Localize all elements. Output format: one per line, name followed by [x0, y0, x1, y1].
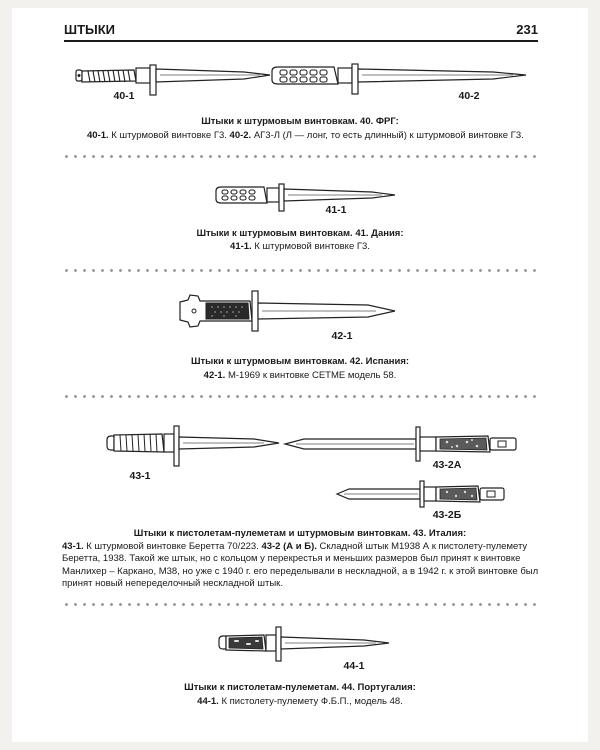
- item-id: 40-2.: [229, 130, 252, 141]
- item-id: 44-1.: [197, 696, 219, 707]
- item-id: 41-1.: [230, 241, 252, 252]
- caption: [12, 696, 588, 707]
- figure-label: 43-2А: [432, 459, 462, 471]
- figure-label: 41-1: [325, 204, 347, 216]
- section-divider: [62, 602, 542, 607]
- item-text: М-1969 к винтовке CETME модель 58.: [225, 370, 397, 381]
- item-text: Складной штык М1938 А к пистолету-пулемету Беретта, 1938. Такой же штык, но с кольцом у перекрестья и меньших размеров был принят к винтовке Манлихер – Каркано, М38, но уже с 1940 г. его переделывали в нескладной, а в 1942 г. к этой винтовке был принят новый непеределочный нескладной штык.: [62, 541, 539, 589]
- section-title: ШТЫКИ: [64, 22, 116, 37]
- section-divider: [62, 154, 542, 159]
- caption: [12, 370, 588, 381]
- item-id: 42-1.: [203, 370, 226, 381]
- item-id: 40-1.: [87, 130, 109, 141]
- bayonet-43-1-drawing: [104, 420, 282, 470]
- figure-label: 42-1: [331, 330, 353, 342]
- section-heading: Штыки к штурмовым винтовкам. 42. Испания:: [190, 356, 410, 367]
- item-text: К штурмовой винтовке Беретта 70/223.: [83, 541, 262, 552]
- section-divider: [62, 394, 542, 399]
- item-text: АГ3-Л (Л — лонг, то есть длинный) к штурмовой винтовке Г3.: [251, 130, 524, 141]
- section-heading: Штыки к пистолетам-пулеметам и штурмовым винтовкам. 43. Италия:: [133, 528, 467, 539]
- item-text: К штурмовой винтовке Г3.: [251, 241, 370, 252]
- figure-label: 43-2Б: [432, 509, 462, 521]
- figure-label: 44-1: [343, 660, 365, 672]
- bayonet-43-2a-drawing: [282, 424, 520, 464]
- bayonet-41-1-drawing: [212, 176, 398, 216]
- section-divider: [62, 268, 542, 273]
- bayonet-44-1-drawing: [216, 622, 392, 664]
- item-id: 43-1.: [62, 541, 84, 552]
- caption: [12, 241, 588, 252]
- bayonet-43-2b-drawing: [334, 476, 508, 512]
- section-heading: Штыки к штурмовым винтовкам. 41. Дания:: [196, 228, 404, 239]
- figure-label: 40-2: [458, 90, 480, 102]
- page-header: [64, 20, 538, 42]
- figure-label: 40-1: [113, 90, 135, 102]
- figure-label: 43-1: [129, 470, 151, 482]
- bayonet-40-2-drawing: [268, 56, 530, 96]
- item-text: К пистолету-пулемету Ф.Б.П., модель 48.: [218, 696, 403, 707]
- caption-paragraph: [62, 541, 547, 590]
- item-text: К штурмовой винтовке Г3.: [108, 130, 230, 141]
- bayonet-42-1-drawing: [176, 286, 398, 336]
- page-number: 231: [516, 22, 538, 37]
- section-heading: Штыки к штурмовым винтовкам. 40. ФРГ:: [201, 116, 399, 127]
- caption: [87, 130, 524, 141]
- section-heading: Штыки к пистолетам-пулеметам. 44. Португалия:: [184, 682, 416, 693]
- book-page: [12, 8, 588, 742]
- item-id: 43-2 (А и Б).: [261, 541, 317, 552]
